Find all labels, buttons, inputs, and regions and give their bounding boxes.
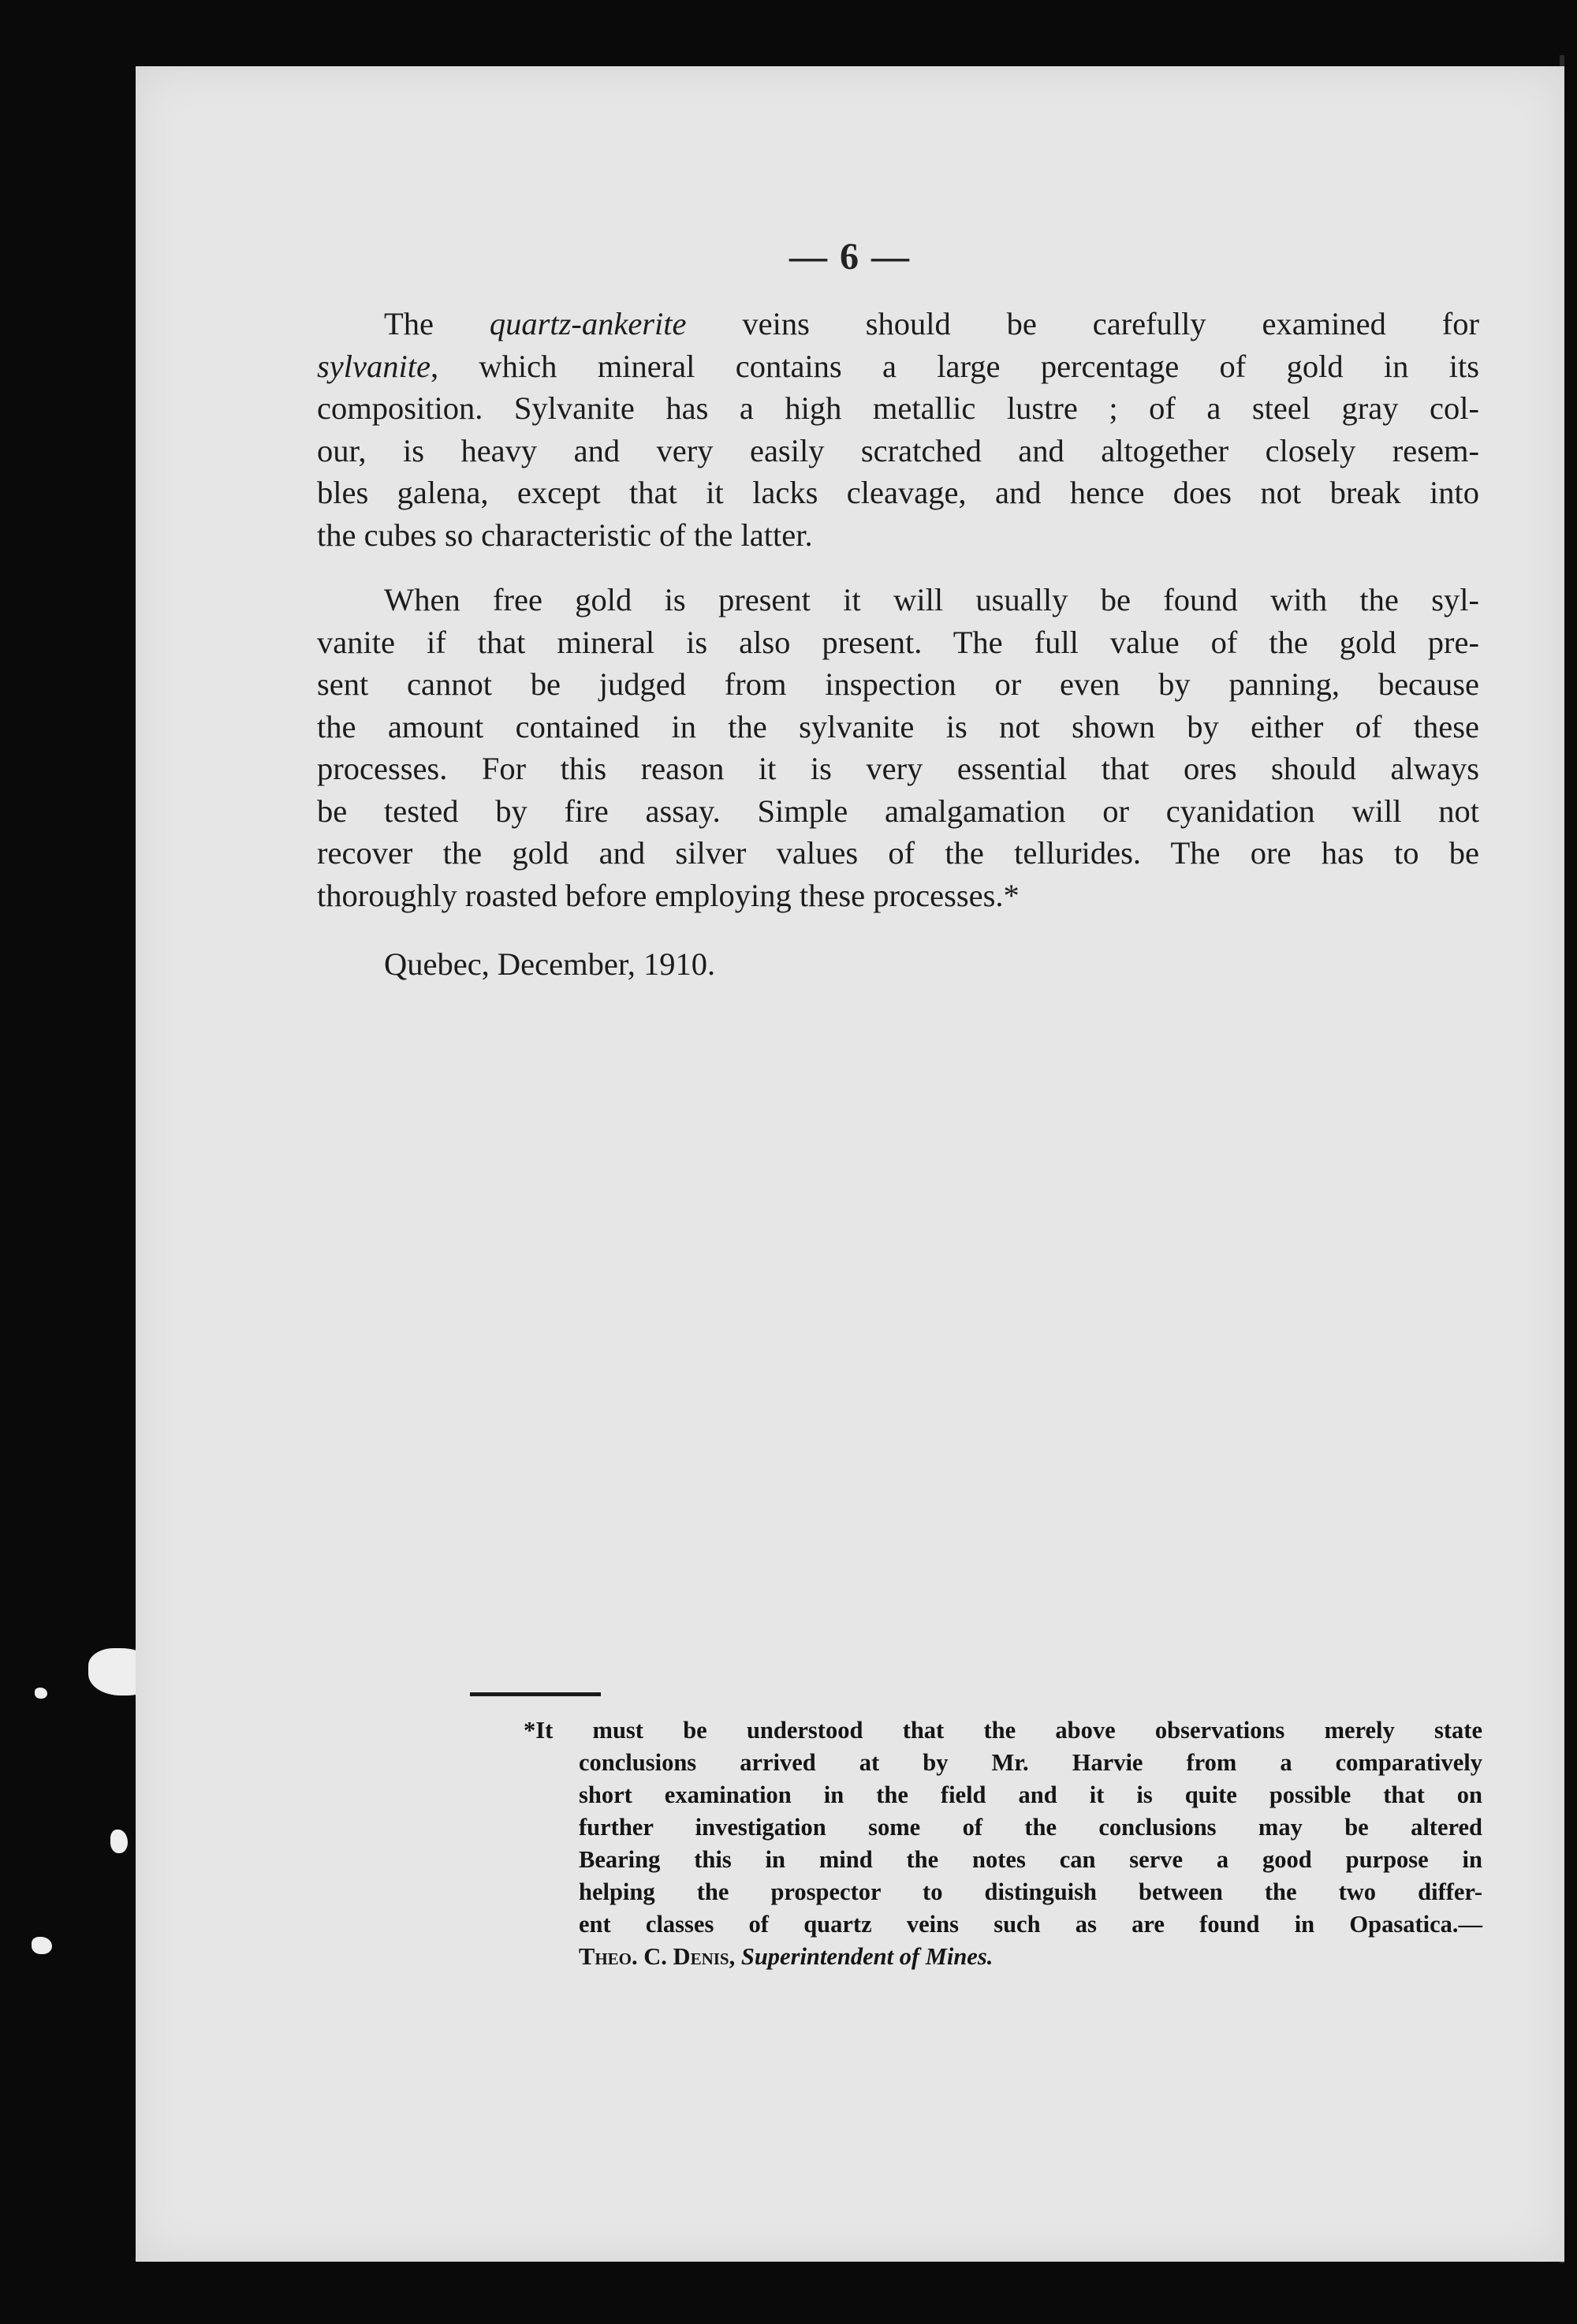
signature-name: Theo. C. Denis xyxy=(579,1943,729,1970)
footnote-line: ent classes of quartz veins such as are found in Opasatica.— xyxy=(579,1911,1482,1938)
text-line: be tested by fire assay. Simple amalgamation or cyanidation will not xyxy=(317,793,1479,829)
text-line: When free gold is present it will usually be found with the syl- xyxy=(384,582,1479,617)
text-line: sent cannot be judged from inspection or even by panning, because xyxy=(317,666,1479,702)
mineral-term-sylvanite: sylvanite xyxy=(317,348,431,384)
footnote-line: further investigation some of the conclusions may be altered xyxy=(579,1814,1482,1841)
document-sheet xyxy=(136,66,1564,2262)
footnote-line: helping the prospector to distinguish between the two differ- xyxy=(579,1878,1482,1905)
scan-artifact xyxy=(35,1688,47,1699)
footnote-line: conclusions arrived at by Mr. Harvie from a comparatively xyxy=(579,1749,1482,1776)
signature-title: Superintendent of Mines. xyxy=(740,1943,994,1970)
scan-artifact xyxy=(110,1830,128,1853)
page-number: — 6 — xyxy=(789,236,911,278)
footnote xyxy=(524,1714,1482,1973)
text-line: vanite if that mineral is also present. The full value of the gold pre- xyxy=(317,624,1479,660)
text-line xyxy=(317,303,1479,345)
text-run: The xyxy=(384,306,490,341)
text-line: composition. Sylvanite has a high metallic lustre ; of a steel gray col- xyxy=(317,390,1479,426)
text-line: our, is heavy and very easily scratched and altogether closely resem- xyxy=(317,432,1479,468)
text-line: the cubes so characteristic of the latter. xyxy=(317,517,813,553)
footnote-line: Bearing this in mind the notes can serve a good purpose in xyxy=(579,1846,1482,1873)
text-line: thoroughly roasted before employing these processes.* xyxy=(317,877,1020,913)
dateline: Quebec, December, 1910. xyxy=(384,946,716,982)
footnote-divider xyxy=(470,1692,601,1696)
paragraph-sylvanite xyxy=(317,303,1479,556)
footnote-signature-line xyxy=(524,1941,1482,1973)
text-line: bles galena, except that it lacks cleavage, and hence does not break into xyxy=(317,475,1479,510)
footnote-line: short examination in the field and it is quite possible that on xyxy=(579,1781,1482,1808)
text-run: , xyxy=(729,1943,741,1970)
text-line xyxy=(317,345,1479,388)
text-run: , which mineral contains a large percentage of gold in its xyxy=(430,348,1479,384)
text-line: processes. For this reason it is very essential that ores should always xyxy=(317,751,1479,786)
text-line: recover the gold and silver values of the tellurides. The ore has to be xyxy=(317,835,1479,871)
scan-artifact xyxy=(32,1937,52,1954)
paragraph-free-gold xyxy=(317,579,1479,916)
text-line: the amount contained in the sylvanite is not shown by either of these xyxy=(317,708,1479,744)
mineral-term-quartz-ankerite: quartz-ankerite xyxy=(489,306,687,341)
text-run: veins should be carefully examined for xyxy=(686,306,1479,341)
footnote-line: *It must be understood that the above observations merely state xyxy=(524,1717,1482,1744)
